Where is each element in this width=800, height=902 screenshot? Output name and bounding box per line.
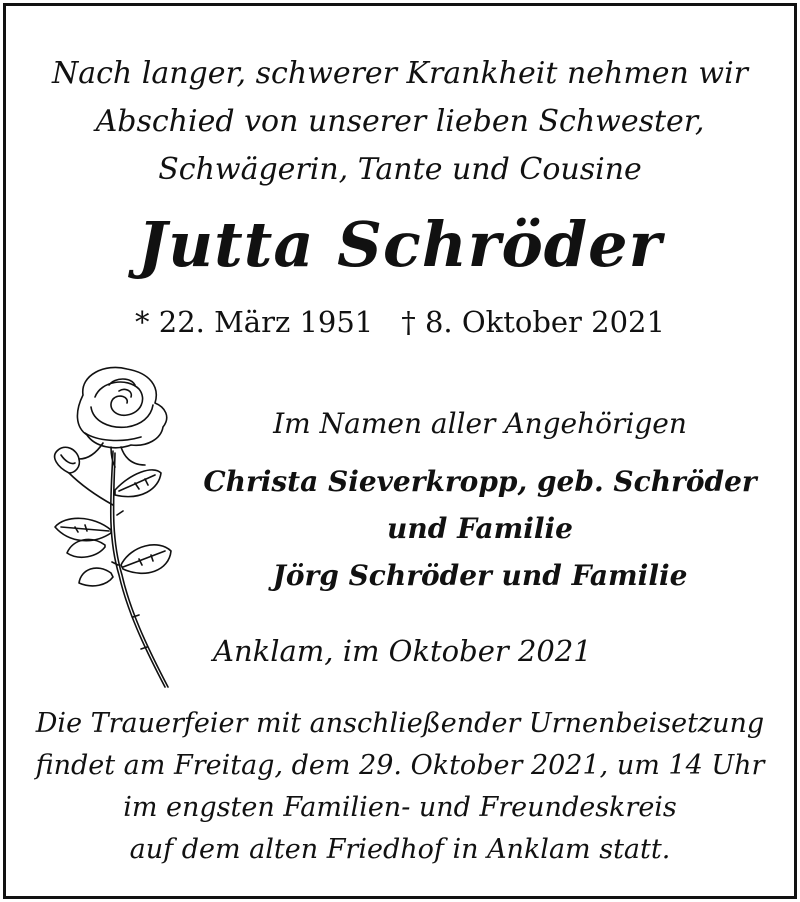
- funeral-line: findet am Freitag, dem 29. Oktober 2021, um 14 Uhr: [35, 750, 765, 781]
- funeral-line: Die Trauerfeier mit anschließender Urnenbeisetzung: [35, 708, 765, 739]
- funeral-line: auf dem alten Friedhof in Anklam statt.: [129, 834, 671, 865]
- signer-line: Christa Sieverkropp, geb. Schröder: [203, 465, 757, 498]
- signer-line: Jörg Schröder und Familie: [272, 559, 688, 592]
- intro-line: Nach langer, schwerer Krankheit nehmen wir: [51, 56, 749, 91]
- place-date: Anklam, im Oktober 2021: [213, 634, 592, 668]
- deceased-name: Jutta Schröder: [137, 208, 663, 281]
- life-dates: [0, 305, 800, 339]
- mourners-intro: Im Namen aller Angehörigen: [273, 407, 687, 440]
- intro-line: Abschied von unserer lieben Schwester,: [95, 104, 705, 139]
- birth-date: * 22. März 1951: [135, 305, 374, 339]
- intro-line: Schwägerin, Tante und Cousine: [158, 152, 642, 187]
- signer-line: und Familie: [387, 512, 573, 545]
- intro-text: [0, 50, 800, 194]
- rose-drawing-icon: [35, 355, 195, 695]
- death-date: † 8. Oktober 2021: [401, 305, 665, 339]
- funeral-notice: [0, 703, 800, 871]
- funeral-line: im engsten Familien- und Freundeskreis: [123, 792, 677, 823]
- signers: [200, 458, 760, 599]
